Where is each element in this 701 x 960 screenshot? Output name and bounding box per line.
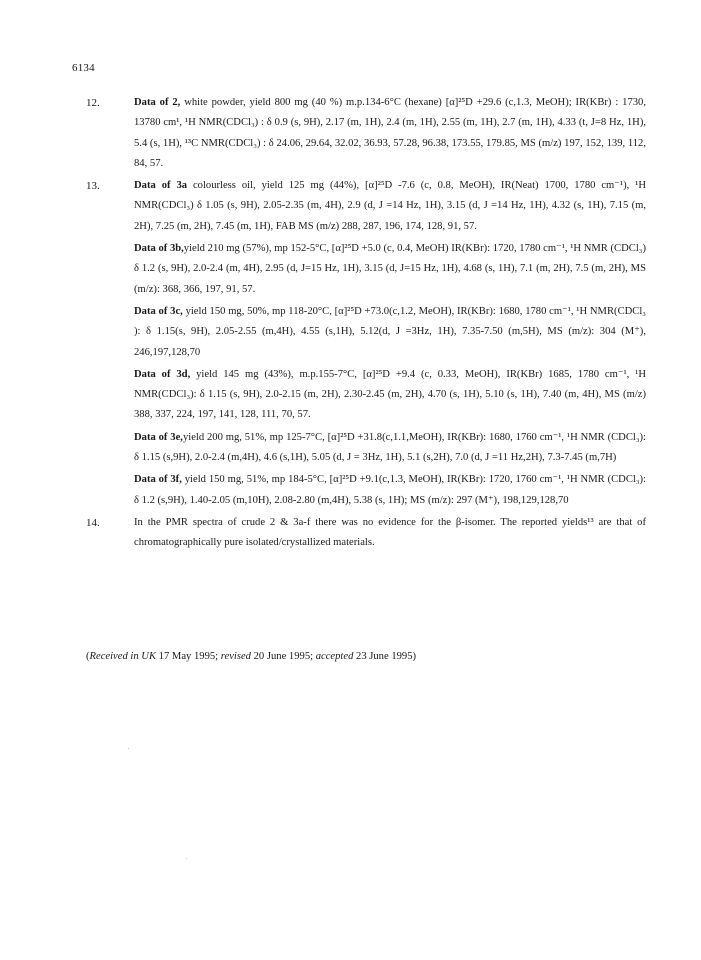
scan-speck xyxy=(186,858,187,859)
note-number: 13. xyxy=(86,180,100,193)
note-12 xyxy=(86,93,646,174)
note-paragraph xyxy=(134,93,646,174)
compound-data: yield 150 mg, 51%, mp 184-5°C, [α]²⁵D +9.1(c,1.3, MeOH), IR(KBr): 1720, 1760 cm⁻¹, ¹H NMR (CDCl₃): δ 1.2 (s,9H), 1.40-2.05 (m,10H), 2.08-2.80 (m,4H), 5.38 (s, 1H); MS (m/z): 297 (M⁺), 198,129,128,70 xyxy=(134,474,646,506)
note-paragraph xyxy=(134,513,646,554)
compound-label: Data of 3b, xyxy=(134,243,184,255)
note-13 xyxy=(86,176,646,511)
note-number: 14. xyxy=(86,516,100,529)
received-dates: (Received in UK 17 May 1995; revised 20 June 1995; accepted 23 June 1995) xyxy=(86,651,417,662)
compound-label: Data of 3a xyxy=(134,180,188,192)
note-body xyxy=(134,93,646,174)
note-paragraph xyxy=(134,428,646,469)
revised-date: 20 June 1995; xyxy=(250,651,316,662)
accepted-date: 23 June 1995) xyxy=(353,651,417,662)
compound-label: Data of 3f, xyxy=(134,474,182,486)
received-label: Received in UK xyxy=(89,651,157,662)
note-paragraph xyxy=(134,365,646,426)
page-number: 6134 xyxy=(72,62,95,74)
compound-label: Data of 3c, xyxy=(134,305,183,317)
compound-label: Data of 3e, xyxy=(134,431,183,443)
notes-list xyxy=(86,93,646,554)
accepted-label: accepted xyxy=(315,651,354,662)
compound-data: yield 210 mg (57%), mp 152-5°C, [α]²⁵D +5.0 (c, 0.4, MeOH) IR(KBr): 1720, 1780 cm⁻¹, ¹H NMR (CDCl₃) δ 1.2 (s, 9H), 2.0-2.4 (m, 4H), 2.95 (d, J=15 Hz, 1H), 3.15 (d, J=15 Hz, 1H), 4.68 (s, 1H), 7.1 (m, 2H), 7.5 (m, 2H), MS (m/z): 368, 366, 197, 91, 57. xyxy=(134,243,646,295)
note-paragraph xyxy=(134,302,646,363)
note-paragraph xyxy=(134,176,646,237)
scan-speck xyxy=(128,748,129,749)
note-paragraph xyxy=(134,239,646,300)
note-paragraph xyxy=(134,470,646,511)
compound-label: Data of 2, xyxy=(134,97,181,108)
compound-data: yield 200 mg, 51%, mp 125-7°C, [α]²⁵D +31.8(c,1.1,MeOH), IR(KBr): 1680, 1760 cm⁻¹, ¹H NMR (CDCl₃): δ 1.15 (s,9H), 2.0-2.4 (m,4H), 4.6 (s,1H), 5.05 (d, J = 3Hz, 1H), 5.1 (s,2H), 7.0 (d, J =11 Hz,2H), 7.3-7.45 (m,7H) xyxy=(134,431,646,464)
revised-label: revised xyxy=(220,651,251,662)
compound-data: yield 145 mg (43%), m.p.155-7°C, [α]²⁵D +9.4 (c, 0.33, MeOH), IR(KBr) 1685, 1780 cm⁻¹, ¹H NMR(CDCl₃): δ 1.15 (s, 9H), 2.0-2.15 (m, 2H), 2.30-2.45 (m, 2H), 4.70 (s, 1H), 5.10 (s, 1H), 7.40 (m, 4H), MS (m/z) 388, 337, 224, 197, 141, 128, 111, 70, 57. xyxy=(134,368,646,421)
compound-data: colourless oil, yield 125 mg (44%), [α]²⁵D -7.6 (c, 0.8, MeOH), IR(Neat) 1700, 1780 cm⁻¹), ¹H NMR(CDCl₃) δ 1.05 (s, 9H), 2.05-2.35 (m, 4H), 2.9 (d, J =14 Hz, 1H), 3.15 (d, J =14 Hz, 1H), 4.32 (s, 1H), 7.15 (m, 2H), 7.25 (m, 2H), 7.45 (m, 1H), FAB MS (m/z) 288, 287, 196, 174, 128, 91, 57. xyxy=(134,180,646,232)
note-text: In the PMR spectra of crude 2 & 3a-f there was no evidence for the β-isomer. The reported yields¹³ are that of chromatographically pure isolated/crystallized materials. xyxy=(134,516,646,549)
received-date: 17 May 1995; xyxy=(156,651,221,662)
compound-label: Data of 3d, xyxy=(134,368,191,380)
note-14 xyxy=(86,513,646,554)
compound-data: yield 150 mg, 50%, mp 118-20°C, [α]²⁵D +73.0(c,1.2, MeOH), IR(KBr): 1680, 1780 cm⁻¹, ¹H NMR(CDCl₃ ): δ 1.15(s, 9H), 2.05-2.55 (m,4H), 4.55 (s,1H), 5.12(d, J =3Hz, 1H), 7.35-7.50 (m,5H), MS (m/z): 304 (M⁺), 246,197,128,70 xyxy=(134,305,646,358)
compound-data: white powder, yield 800 mg (40 %) m.p.134-6°C (hexane) [α]²⁵D +29.6 (c,1.3, MeOH); IR(KBr) : 1730, 13780 cm¹, ¹H NMR(CDCl₃) : δ 0.9 (s, 9H), 2.17 (m, 1H), 2.4 (m, 1H), 2.55 (m, 1H), 2.7 (m, 1H), 4.33 (t, J=8 Hz, 1H), 5.4 (s, 1H), ¹³C NMR(CDCl₃) : δ 24.06, 29.64, 32.02, 36.93, 57.28, 96.38, 173.55, 179.85, MS (m/z) 197, 152, 139, 112, 84, 57. xyxy=(134,97,647,169)
note-number: 12. xyxy=(86,97,100,109)
note-body xyxy=(134,513,646,554)
note-body xyxy=(134,176,646,511)
